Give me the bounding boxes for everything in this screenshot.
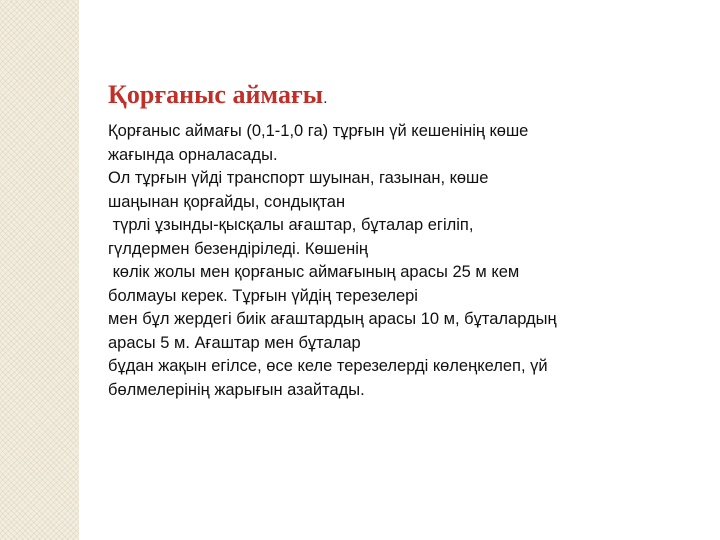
body-line: түрлі ұзынды-қысқалы ағаштар, бұталар егіліп, [108,216,474,234]
slide-title-text: Қорғаныс аймағы [108,80,324,109]
body-line: жағында орналасады. [108,145,278,164]
body-line: болмауы керек. Тұрғын үйдің терезелері [108,286,418,305]
slide-title [108,80,688,114]
slide-title-suffix: . [323,90,328,107]
decorative-side-strip [0,0,79,540]
body-line: арасы 5 м. Ағаштар мен бұталар [108,333,361,352]
body-line: Ол тұрғын үйді транспорт шуынан, газынан, көше [108,169,489,187]
body-line: шаңынан қорғайды, сондықтан [108,192,346,211]
body-line: бұдан жақын егілсе, өсе келе терезелерді көлеңкелеп, үй [108,357,548,375]
body-line: мен бұл жердегі биік ағаштардың арасы 10 м, бұталардың [108,310,557,328]
body-line: көлік жолы мен қорғаныс аймағының арасы 25 м кем [108,263,520,281]
body-line: бөлмелерінің жарығын азайтады. [108,380,365,399]
body-line: гүлдермен безендіріледі. Көшенің [108,239,368,258]
body-line: Қорғаныс аймағы (0,1-1,0 га) тұрғын үй кешенінің көше [108,122,529,140]
slide-content [108,80,688,402]
slide-body [108,120,688,402]
